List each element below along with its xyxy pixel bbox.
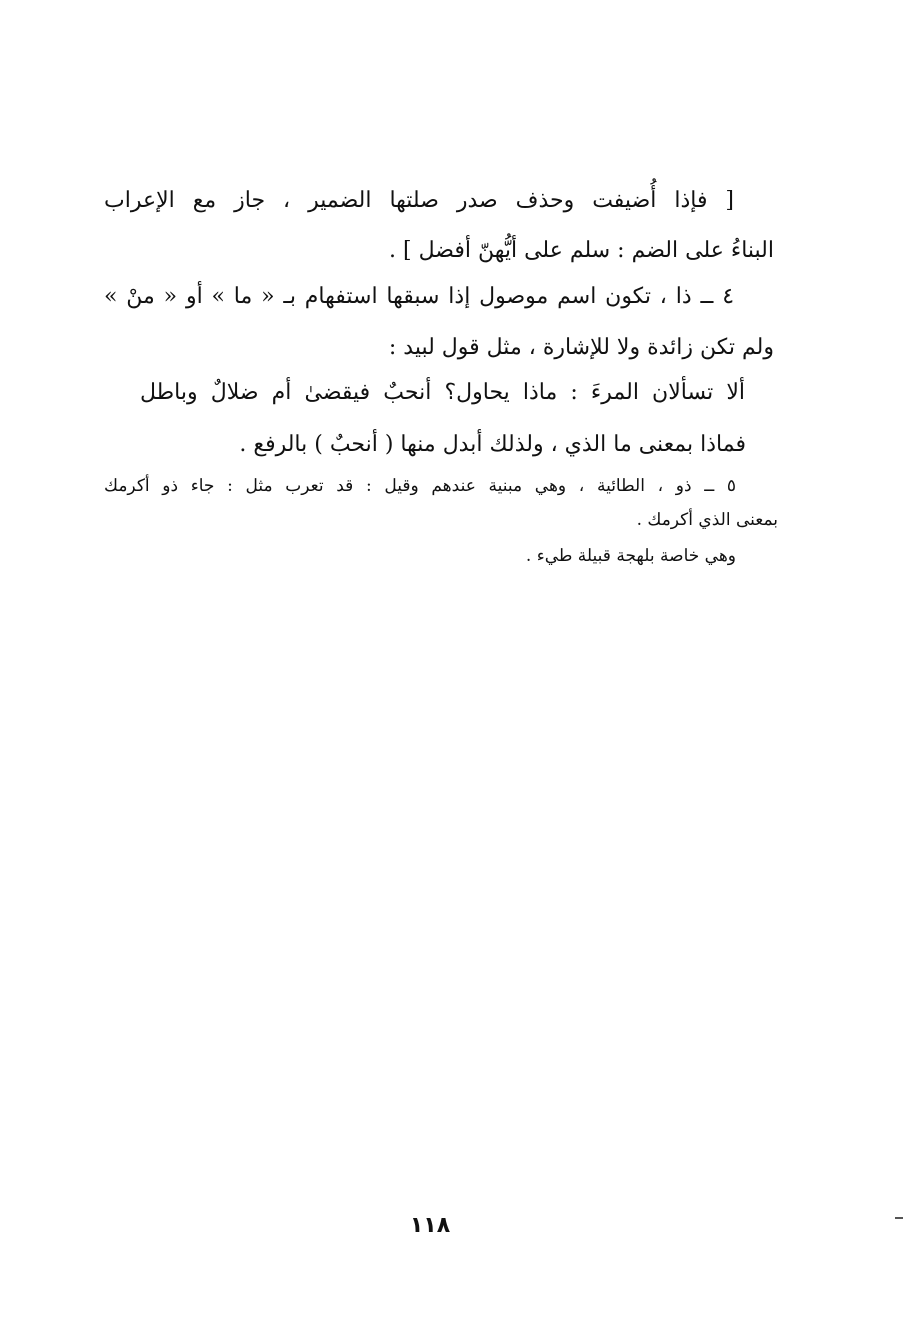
poem-verse: ألا تسألان المرءَ : ماذا يحاول؟ أنحبٌ فيقضىٰ أم ضلالٌ وباطل [140, 380, 745, 405]
text-line: [ فإذا أُضيفت وحذف صدر صلتها الضمير ، جاز مع الإعراب [104, 188, 734, 213]
text-line: ٤ ــ ذا ، تكون اسم موصول إذا سبقها استفهام بـ « ما » أو « منْ » [104, 284, 735, 309]
text-line: البناءُ على الضم : سلم على أيُّهنّ أفضل ] . [389, 238, 774, 263]
note-line: وهي خاصة بلهجة قبيلة طيء . [525, 546, 736, 566]
text-line: فماذا بمعنى ما الذي ، ولذلك أبدل منها ( أنحبٌ ) بالرفع . [239, 432, 746, 457]
note-line: ٥ ــ ذو ، الطائية ، وهي مبنية عندهم وقيل : قد تعرب مثل : جاء ذو أكرمك [104, 476, 737, 496]
note-line: بمعنى الذي أكرمك . [636, 510, 778, 530]
text-line: ولم تكن زائدة ولا للإشارة ، مثل قول لبيد : [388, 335, 774, 360]
page-number: ١١٨ [409, 1213, 451, 1238]
scan-mark [895, 1217, 903, 1219]
